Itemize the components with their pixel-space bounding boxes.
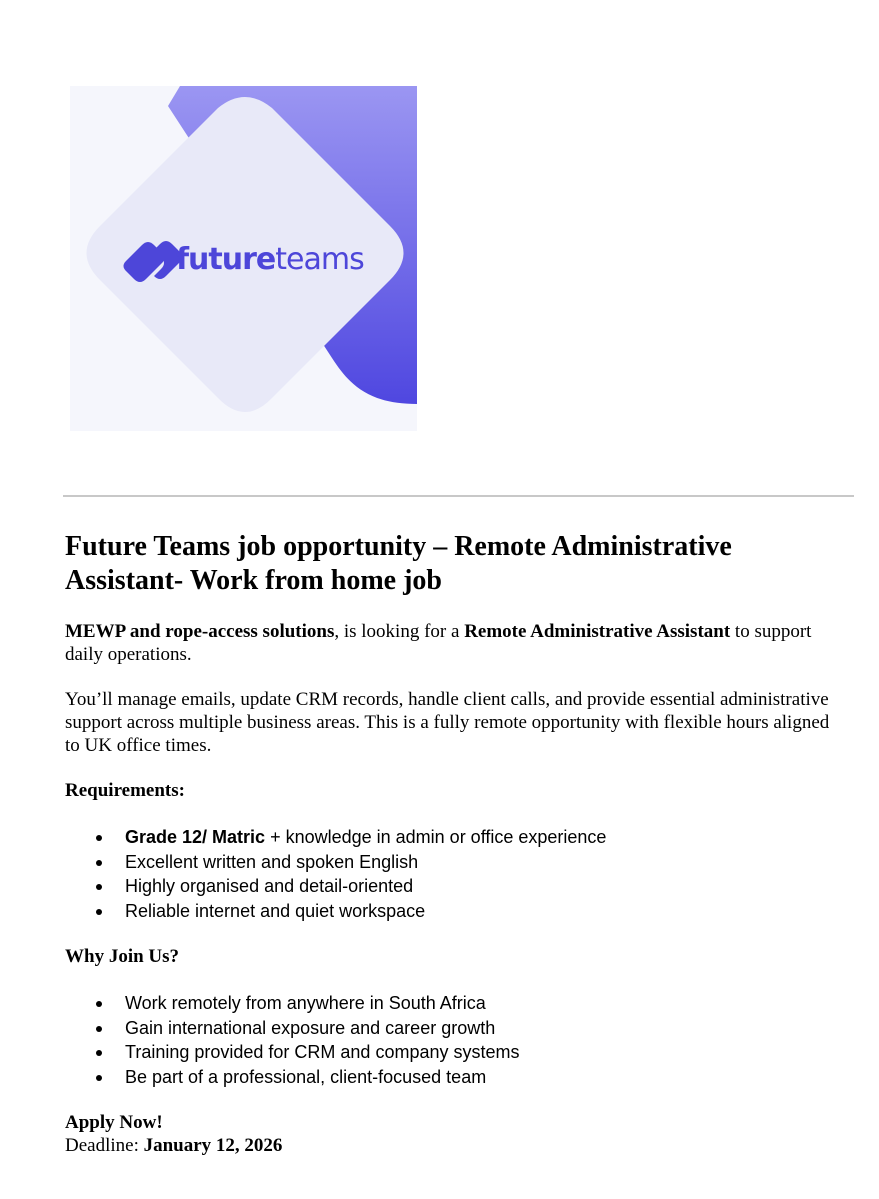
deadline — [65, 1134, 835, 1157]
intro-text-end: to support daily operations. — [65, 621, 812, 665]
company-logo — [70, 86, 417, 431]
divider — [63, 495, 854, 497]
requirement-bold: Grade 12/ Matric — [125, 827, 266, 847]
why-join-heading: Why Join Us? — [65, 946, 180, 967]
apply-now: Apply Now! — [65, 1112, 163, 1133]
deadline-date: January 12, 2026 — [143, 1135, 283, 1156]
list-item: Highly organised and detail-oriented — [65, 874, 835, 899]
requirements-heading: Requirements: — [65, 780, 185, 801]
list-item: Be part of a professional, client-focused team — [65, 1065, 835, 1090]
job-post — [65, 530, 835, 1157]
brand-wordmark-bold: future — [176, 242, 276, 277]
page-title: Future Teams job opportunity – Remote Administrative Assistant- Work from home job — [65, 531, 732, 596]
brand-wordmark — [176, 242, 364, 277]
description-paragraph: You’ll manage emails, update CRM records, handle client calls, and provide essential administrative support across multiple business areas. This is a fully remote opportunity with flexible hours aligned to UK office times. — [65, 689, 830, 756]
company-name: MEWP and rope-access solutions — [65, 621, 335, 642]
list-item: Work remotely from anywhere in South Africa — [65, 991, 835, 1016]
why-join-list — [65, 991, 835, 1089]
brand-wordmark-light: teams — [275, 242, 364, 277]
list-item: Gain international exposure and career growth — [65, 1016, 835, 1041]
role-name: Remote Administrative Assistant — [464, 621, 731, 642]
list-item: Training provided for CRM and company systems — [65, 1040, 835, 1065]
intro-text: , is looking for a — [334, 621, 465, 642]
requirements-list — [65, 825, 835, 923]
list-item: Reliable internet and quiet workspace — [65, 899, 835, 924]
deadline-label: Deadline: — [65, 1135, 144, 1156]
requirement-text: + knowledge in admin or office experience — [265, 827, 607, 847]
list-item: Excellent written and spoken English — [65, 850, 835, 875]
intro-paragraph — [65, 620, 835, 666]
list-item — [65, 825, 835, 850]
